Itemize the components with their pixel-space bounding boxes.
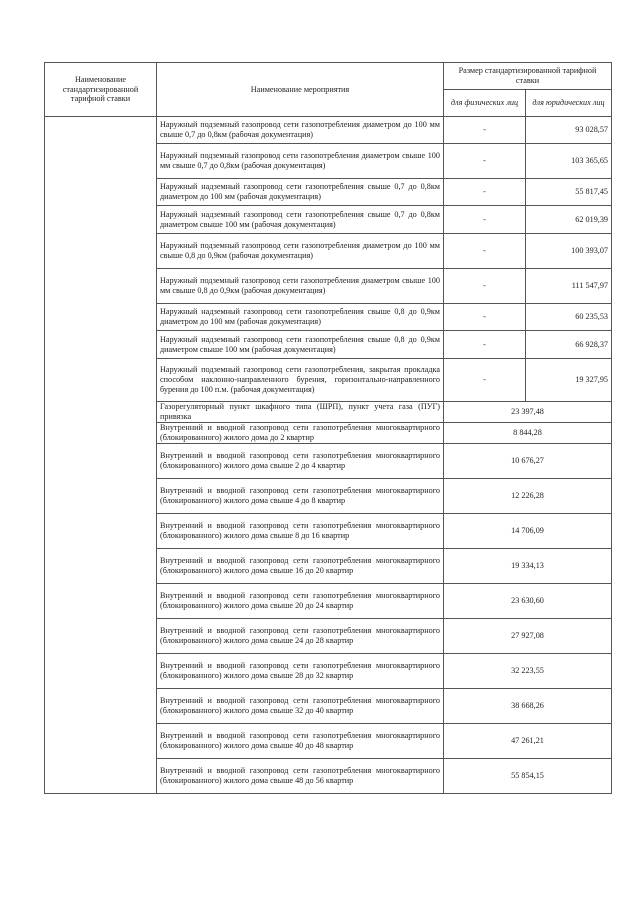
legal-rate-cell: 66 928,37 — [526, 331, 612, 359]
header-legal-entities: для юридических лиц — [526, 90, 612, 117]
header-physical-persons: для физических лиц — [444, 90, 526, 117]
tariff-table — [44, 62, 612, 794]
rate-value-cell: 32 223,55 — [444, 654, 612, 689]
event-cell: Внутренний и вводной газопровод сети газопотребления многоквартирного (блокированного) жилого дома свыше 24 до 28 квартир — [157, 619, 444, 654]
event-cell: Наружный надземный газопровод сети газопотребления свыше 0,8 до 0,9км диаметром свыше 100 мм (рабочая документация) — [157, 331, 444, 359]
event-cell: Внутренний и вводной газопровод сети газопотребления многоквартирного (блокированного) жилого дома свыше 28 до 32 квартир — [157, 654, 444, 689]
rate-value-cell: 55 854,15 — [444, 759, 612, 794]
event-cell: Наружный подземный газопровод сети газопотребления диаметром до 100 мм свыше 0,7 до 0,8км (рабочая документация) — [157, 117, 444, 144]
legal-rate-cell: 60 235,53 — [526, 304, 612, 331]
legal-rate-cell: 103 365,65 — [526, 144, 612, 179]
legal-rate-cell: 62 019,39 — [526, 206, 612, 234]
physical-rate-cell: - — [444, 359, 526, 402]
event-cell: Внутренний и вводной газопровод сети газопотребления многоквартирного (блокированного) жилого дома до 2 квартир — [157, 423, 444, 444]
event-cell: Наружный надземный газопровод сети газопотребления свыше 0,7 до 0,8км диаметром свыше 100 мм (рабочая документация) — [157, 206, 444, 234]
event-cell: Внутренний и вводной газопровод сети газопотребления многоквартирного (блокированного) жилого дома свыше 40 до 48 квартир — [157, 724, 444, 759]
event-cell: Внутренний и вводной газопровод сети газопотребления многоквартирного (блокированного) жилого дома свыше 8 до 16 квартир — [157, 514, 444, 549]
legal-rate-cell: 19 327,95 — [526, 359, 612, 402]
legal-rate-cell: 111 547,97 — [526, 269, 612, 304]
event-cell: Наружный подземный газопровод сети газопотребления диаметром свыше 100 мм свыше 0,7 до 0,8км (рабочая документация) — [157, 144, 444, 179]
rate-value-cell: 47 261,21 — [444, 724, 612, 759]
rate-value-cell: 27 927,08 — [444, 619, 612, 654]
physical-rate-cell: - — [444, 234, 526, 269]
physical-rate-cell: - — [444, 144, 526, 179]
event-cell: Внутренний и вводной газопровод сети газопотребления многоквартирного (блокированного) жилого дома свыше 20 до 24 квартир — [157, 584, 444, 619]
legal-rate-cell: 93 028,57 — [526, 117, 612, 144]
physical-rate-cell: - — [444, 331, 526, 359]
physical-rate-cell: - — [444, 117, 526, 144]
header-rate-name: Наименование стандартизированной тарифной ставки — [45, 63, 157, 117]
event-cell: Внутренний и вводной газопровод сети газопотребления многоквартирного (блокированного) жилого дома свыше 2 до 4 квартир — [157, 444, 444, 479]
event-cell: Наружный подземный газопровод сети газопотребления диаметром свыше 100 мм свыше 0,8 до 0,9км (рабочая документация) — [157, 269, 444, 304]
physical-rate-cell: - — [444, 206, 526, 234]
event-cell: Внутренний и вводной газопровод сети газопотребления многоквартирного (блокированного) жилого дома свыше 48 до 56 квартир — [157, 759, 444, 794]
event-cell: Газорегуляторный пункт шкафного типа (ШРП), пункт учета газа (ПУГ) привязка — [157, 402, 444, 423]
rate-value-cell: 12 226,28 — [444, 479, 612, 514]
physical-rate-cell: - — [444, 179, 526, 206]
physical-rate-cell: - — [444, 304, 526, 331]
rate-value-cell: 14 706,09 — [444, 514, 612, 549]
event-cell: Наружный подземный газопровод сети газопотребления, закрытая прокладка способом наклонно-направленного бурения, горизонтально-направленного бурения до 100 п.м. (рабочая документация) — [157, 359, 444, 402]
rate-name-cell — [45, 117, 157, 794]
event-cell: Наружный подземный газопровод сети газопотребления диаметром до 100 мм свыше 0,8 до 0,9км (рабочая документация) — [157, 234, 444, 269]
header-rate-size: Размер стандартизированной тарифной ставки — [444, 63, 612, 90]
legal-rate-cell: 100 393,07 — [526, 234, 612, 269]
event-cell: Внутренний и вводной газопровод сети газопотребления многоквартирного (блокированного) жилого дома свыше 4 до 8 квартир — [157, 479, 444, 514]
rate-value-cell: 38 668,26 — [444, 689, 612, 724]
header-event-name: Наименование мероприятия — [157, 63, 444, 117]
rate-value-cell: 10 676,27 — [444, 444, 612, 479]
rate-value-cell: 19 334,13 — [444, 549, 612, 584]
rate-value-cell: 8 844,28 — [444, 423, 612, 444]
rate-value-cell: 23 397,48 — [444, 402, 612, 423]
event-cell: Внутренний и вводной газопровод сети газопотребления многоквартирного (блокированного) жилого дома свыше 32 до 40 квартир — [157, 689, 444, 724]
event-cell: Наружный надземный газопровод сети газопотребления свыше 0,8 до 0,9км диаметром до 100 мм (рабочая документация) — [157, 304, 444, 331]
physical-rate-cell: - — [444, 269, 526, 304]
event-cell: Наружный надземный газопровод сети газопотребления свыше 0,7 до 0,8км диаметром до 100 мм (рабочая документация) — [157, 179, 444, 206]
table-row — [45, 117, 612, 144]
event-cell: Внутренний и вводной газопровод сети газопотребления многоквартирного (блокированного) жилого дома свыше 16 до 20 квартир — [157, 549, 444, 584]
rate-value-cell: 23 630,60 — [444, 584, 612, 619]
legal-rate-cell: 55 817,45 — [526, 179, 612, 206]
